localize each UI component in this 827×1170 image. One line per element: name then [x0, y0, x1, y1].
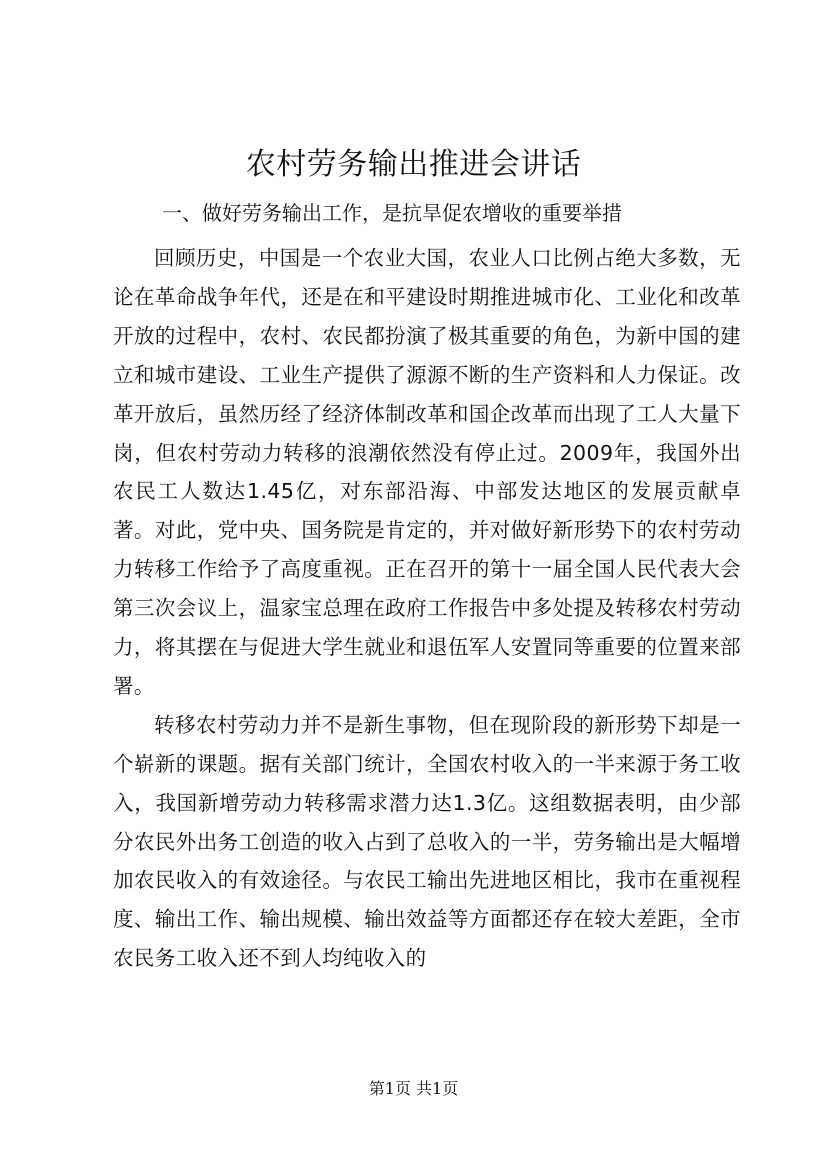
- document-title: 农村劳务输出推进会讲话: [245, 147, 582, 182]
- page-footer: 第1页 共1页: [368, 1079, 459, 1098]
- body-paragraph: 回顾历史，中国是一个农业大国，农业人口比例占绝大多数，无论在革命战争年代，还是在和平建设时期推进城市化、工业化和改革开放的过程中，农村、农民都扮演了极其重要的角色，为新中国的建立和城市建设、工业生产提供了源源不断的生产资料和人力保证。改革开放后，虽然历经了经济体制改革和国企改革而出现了工人大量下岗，但农村劳动力转移的浪潮依然没有停止过。2009年，我国外出农民工人数达1.45亿，对东部沿海、中部发达地区的发展贡献卓著。对此，党中央、国务院是肯定的，并对做好新形势下的农村劳动力转移工作给予了高度重视。正在召开的第十一届全国人民代表大会第三次会议上，温家宝总理在政府工作报告中多处提及转移农村劳动力，将其摆在与促进大学生就业和退伍军人安置同等重要的位置来部署。: [113, 246, 741, 698]
- body-paragraph: 转移农村劳动力并不是新生事物，但在现阶段的新形势下却是一个崭新的课题。据有关部门统计，全国农村收入的一半来源于务工收入，我国新增劳动力转移需求潜力达1.3亿。这组数据表明，由少部分农民外出务工创造的收入占到了总收入的一半，劳务输出是大幅增加农民收入的有效途径。与农民工输出先进地区相比，我市在重视程度、输出工作、输出规模、输出效益等方面都还存在较大差距，全市农民务工收入还不到人均纯收入的: [113, 712, 741, 971]
- section-heading: 一、做好劳务输出工作，是抗旱促农增收的重要举措: [162, 201, 622, 225]
- document-body: [113, 239, 741, 1017]
